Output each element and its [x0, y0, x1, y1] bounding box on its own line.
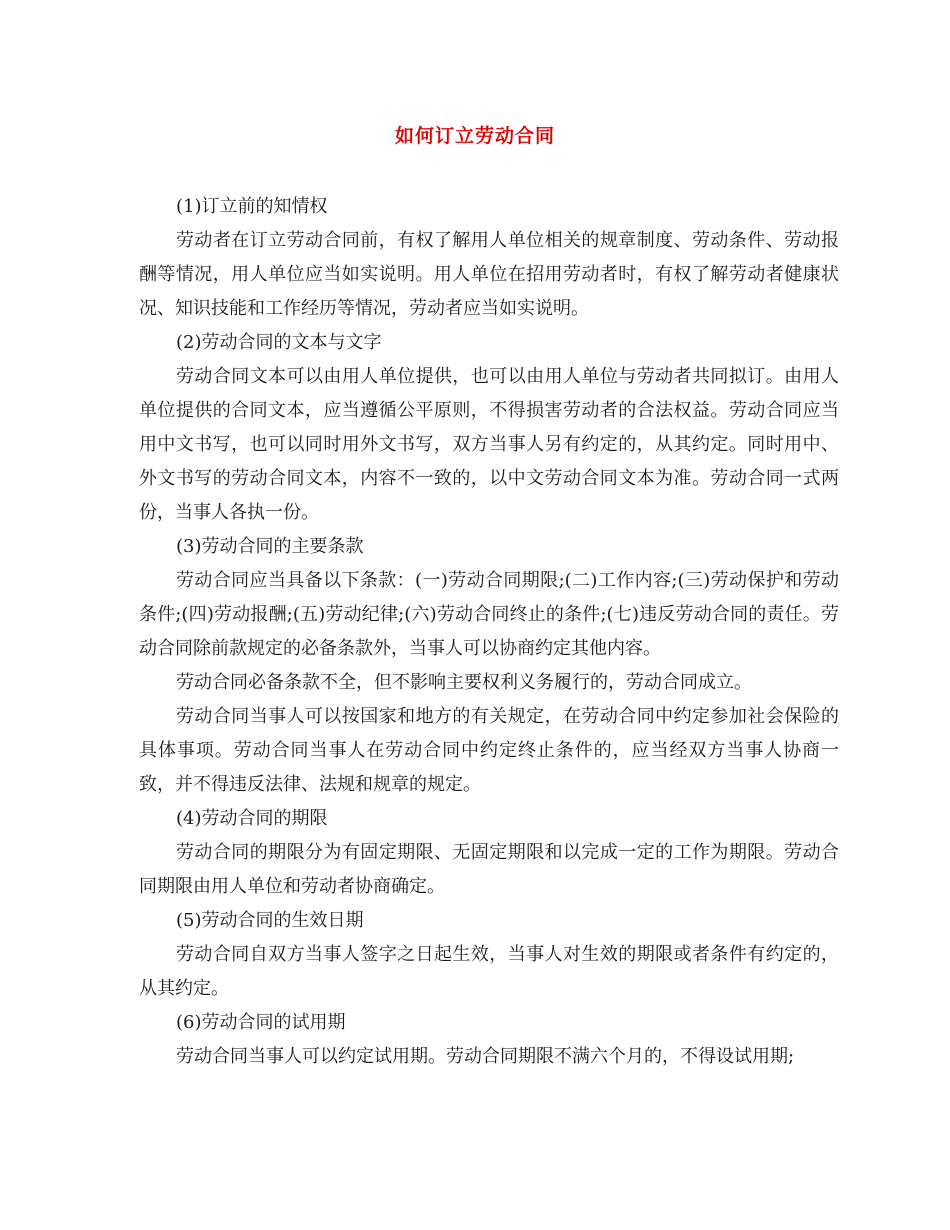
section-heading: (5)劳动合同的生效日期 [176, 910, 364, 931]
paragraph: 劳动合同应当具备以下条款：(一)劳动合同期限;(二)工作内容;(三)劳动保护和劳动条件;(四)劳动报酬;(五)劳动纪律;(六)劳动合同终止的条件;(七)违反劳动合同的责任。劳动合同除前款规定的必备条款外，当事人可以协商约定其他内容。 [139, 570, 839, 659]
paragraph: 劳动合同当事人可以约定试用期。劳动合同期限不满六个月的，不得设试用期; [176, 1046, 795, 1067]
paragraph: 劳动合同的期限分为有固定期限、无固定期限和以完成一定的工作为期限。劳动合同期限由用人单位和劳动者协商确定。 [139, 842, 839, 897]
paragraph: 劳动合同文本可以由用人单位提供，也可以由用人单位与劳动者共同拟订。由用人单位提供的合同文本，应当遵循公平原则，不得损害劳动者的合法权益。劳动合同应当用中文书写，也可以同时用外文书写，双方当事人另有约定的，从其约定。同时用中、外文书写的劳动合同文本，内容不一致的，以中文劳动合同文本为准。劳动合同一式两份，当事人各执一份。 [139, 366, 839, 523]
paragraph: 劳动合同当事人可以按国家和地方的有关规定，在劳动合同中约定参加社会保险的具体事项。劳动合同当事人在劳动合同中约定终止条件的，应当经双方当事人协商一致，并不得违反法律、法规和规章的规定。 [139, 706, 839, 795]
paragraph: 劳动合同必备条款不全，但不影响主要权利义务履行的，劳动合同成立。 [176, 672, 752, 693]
section-heading: (4)劳动合同的期限 [176, 808, 328, 829]
document-body [139, 190, 839, 1074]
section-heading: (6)劳动合同的试用期 [176, 1012, 346, 1033]
section-heading: (2)劳动合同的文本与文字 [176, 332, 382, 353]
document-title: 如何订立劳动合同 [394, 125, 555, 147]
section-heading: (1)订立前的知情权 [176, 196, 328, 217]
paragraph: 劳动者在订立劳动合同前，有权了解用人单位相关的规章制度、劳动条件、劳动报酬等情况，用人单位应当如实说明。用人单位在招用劳动者时，有权了解劳动者健康状况、知识技能和工作经历等情况，劳动者应当如实说明。 [139, 230, 839, 319]
paragraph: 劳动合同自双方当事人签字之日起生效，当事人对生效的期限或者条件有约定的，从其约定。 [139, 944, 839, 999]
section-heading: (3)劳动合同的主要条款 [176, 536, 364, 557]
